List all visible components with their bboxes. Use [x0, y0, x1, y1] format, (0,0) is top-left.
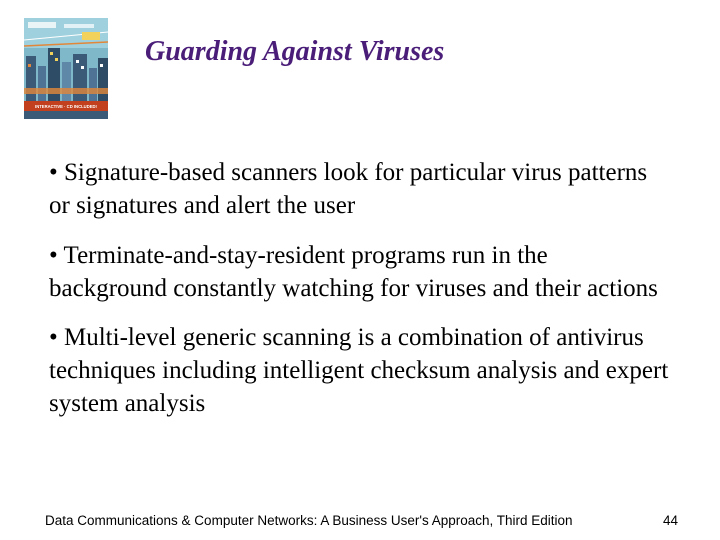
page-number: 44	[662, 513, 678, 528]
bullet-list	[49, 156, 669, 437]
slide-title: Guarding Against Viruses	[145, 36, 445, 67]
bullet-item: • Multi-level generic scanning is a combination of antivirus techniques including intelligent checksum analysis and expert system analysis	[49, 324, 669, 417]
bullet-item: • Signature-based scanners look for particular virus patterns or signatures and alert the user	[49, 159, 648, 219]
bullet-item: • Terminate-and-stay-resident programs run in the background constantly watching for viruses and their actions	[49, 242, 658, 302]
book-cover-image	[24, 18, 108, 119]
cover-band-text: INTERACTIVE · CD INCLUDED!	[35, 104, 97, 109]
slide-footer: Data Communications & Computer Networks: A Business User's Approach, Third Edition	[45, 513, 573, 528]
